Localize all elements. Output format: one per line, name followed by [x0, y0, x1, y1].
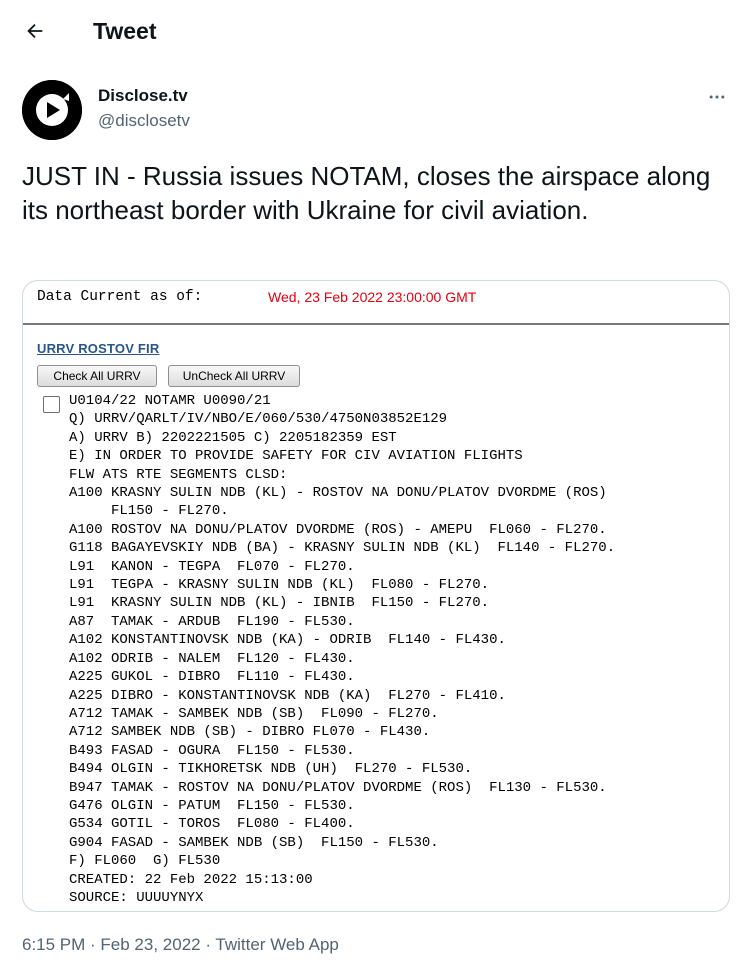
notam-line: A) URRV B) 2202221505 C) 2205182359 EST: [69, 429, 397, 446]
notam-line: F) FL060 G) FL530: [69, 853, 221, 870]
notam-line: SOURCE: UUUUYNYX: [69, 889, 204, 906]
tweet-text: JUST IN - Russia issues NOTAM, closes the airspace along its northeast border with Ukraine for civil aviation.: [22, 161, 711, 225]
notam-line: G904 FASAD - SAMBEK NDB (SB) FL150 - FL530.: [69, 834, 439, 851]
notam-line: B493 FASAD - OGURA FL150 - FL530.: [69, 742, 355, 759]
page-title: Tweet: [93, 18, 157, 44]
top-bar: [0, 0, 736, 64]
notam-line: A712 TAMAK - SAMBEK NDB (SB) FL090 - FL270.: [69, 705, 439, 722]
disclose-logo: [22, 80, 82, 140]
data-current-label: Data Current as of:: [37, 289, 203, 305]
notam-line: E) IN ORDER TO PROVIDE SAFETY FOR CIV AVIATION FLIGHTS: [69, 448, 523, 465]
avatar[interactable]: [22, 80, 82, 140]
notam-line: U0104/22 NOTAMR U0090/21: [69, 393, 271, 409]
notam-line: A100 KRASNY SULIN NDB (KL) - ROSTOV NA DONU/PLATOV DVORDME (ROS): [69, 485, 607, 502]
notam-line: A225 DIBRO - KONSTANTINOVSK NDB (KA) FL270 - FL410.: [69, 687, 506, 704]
notam-line: FL150 - FL270.: [69, 503, 229, 520]
notam-line: L91 TEGPA - KRASNY SULIN NDB (KL) FL080 - FL270.: [69, 577, 490, 594]
back-button[interactable]: [20, 16, 50, 46]
notam-line: A100 ROSTOV NA DONU/PLATOV DVORDME (ROS) - AMEPU FL060 - FL270.: [69, 521, 607, 538]
notam-line: CREATED: 22 Feb 2022 15:13:00: [69, 871, 313, 888]
author-handle[interactable]: @disclosetv: [98, 111, 190, 130]
notam-line: A102 ODRIB - NALEM FL120 - FL430.: [69, 650, 355, 667]
notam-line: A102 KONSTANTINOVSK NDB (KA) - ODRIB FL140 - FL430.: [69, 632, 506, 649]
more-button[interactable]: [702, 82, 732, 112]
tweet-timestamp: 6:15 PM · Feb 23, 2022 · Twitter Web App: [22, 935, 339, 954]
notam-line: FLW ATS RTE SEGMENTS CLSD:: [69, 466, 288, 483]
notam-line: B947 TAMAK - ROSTOV NA DONU/PLATOV DVORDME (ROS) FL130 - FL530.: [69, 779, 607, 796]
notam-line: A712 SAMBEK NDB (SB) - DIBRO FL070 - FL430.: [69, 724, 431, 741]
check-all-button[interactable]: Check All URRV: [37, 365, 157, 387]
notam-line: Q) URRV/QARLT/IV/NBO/E/060/530/4750N03852E129: [69, 411, 448, 428]
notam-line: L91 KRASNY SULIN NDB (KL) - IBNIB FL150 - FL270.: [69, 595, 490, 612]
tweet-image[interactable]: [22, 280, 730, 912]
notam-text: [69, 392, 615, 907]
notam-line: G118 BAGAYEVSKIY NDB (BA) - KRASNY SULIN NDB (KL) FL140 - FL270.: [69, 540, 616, 557]
more-horizontal-icon: [707, 87, 727, 107]
notam-line: A87 TAMAK - ARDUB FL190 - FL530.: [69, 613, 355, 630]
uncheck-all-button[interactable]: UnCheck All URRV: [168, 365, 300, 387]
notam-line: B494 OLGIN - TIKHORETSK NDB (UH) FL270 - FL530.: [69, 761, 473, 778]
notam-line: A225 GUKOL - DIBRO FL110 - FL430.: [69, 669, 355, 686]
data-current-value: Wed, 23 Feb 2022 23:00:00 GMT: [268, 289, 477, 305]
author-name[interactable]: Disclose.tv: [98, 86, 188, 105]
fir-link[interactable]: URRV ROSTOV FIR: [37, 341, 160, 356]
notam-line: G534 GOTIL - TOROS FL080 - FL400.: [69, 816, 355, 833]
notam-checkbox[interactable]: [43, 396, 60, 413]
arrow-left-icon: [24, 20, 46, 42]
divider: [23, 323, 729, 325]
notam-line: L91 KANON - TEGPA FL070 - FL270.: [69, 558, 355, 575]
notam-line: G476 OLGIN - PATUM FL150 - FL530.: [69, 797, 355, 814]
